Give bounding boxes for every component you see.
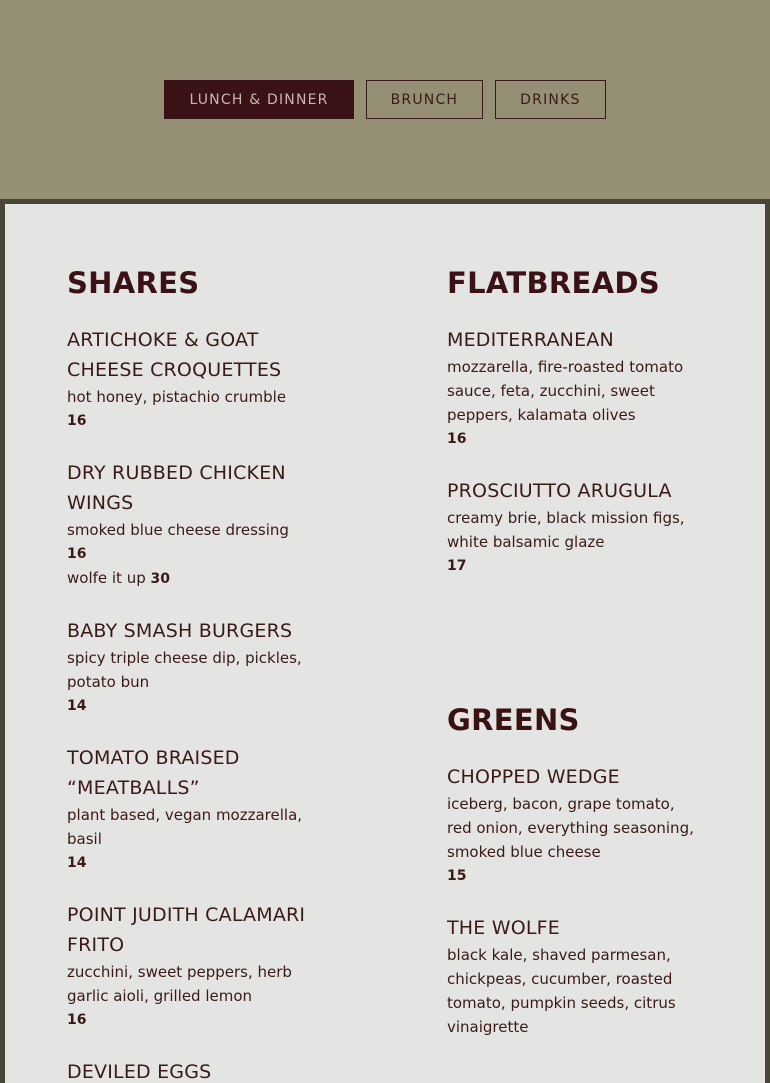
item-description: black kale, shaved parmesan, chickpeas, cucumber, roasted tomato, pumpkin seeds, citrus vinaigrette (447, 946, 676, 1036)
item-description: smoked blue cheese dressing (67, 521, 289, 539)
item-price: 14 (67, 698, 87, 714)
menu-item (447, 762, 697, 888)
item-price: 16 (67, 546, 87, 562)
item-price: 16 (67, 1012, 87, 1028)
item-description: zucchini, sweet peppers, herb garlic aioli, grilled lemon (67, 963, 292, 1005)
item-description: hot honey, pistachio crumble (67, 388, 287, 406)
item-price: 16 (447, 431, 467, 447)
section-title-greens: GREENS (447, 703, 580, 737)
item-description: spicy triple cheese dip, pickles, potato bun (67, 649, 302, 691)
item-name: PROSCIUTTO ARUGULA (447, 480, 672, 502)
menu-item (447, 913, 697, 1039)
item-upgrade (67, 566, 317, 591)
item-name: DEVILED EGGS (67, 1061, 212, 1083)
item-price: 15 (447, 868, 467, 884)
item-description: plant based, vegan mozzarella, basil (67, 806, 303, 848)
section-title-shares: SHARES (67, 266, 200, 300)
item-description: mozzarella, fire-roasted tomato sauce, feta, zucchini, sweet peppers, kalamata olives (447, 358, 684, 424)
item-name: THE WOLFE (447, 917, 560, 939)
menu-tabs (0, 80, 770, 119)
item-description: iceberg, bacon, grape tomato, red onion, everything seasoning, smoked blue cheese (447, 795, 694, 861)
menu-item (447, 476, 697, 578)
item-name: CHOPPED WEDGE (447, 766, 620, 788)
item-price: 16 (67, 413, 87, 429)
section-title-flatbreads: FLATBREADS (447, 266, 660, 300)
item-name: MEDITERRANEAN (447, 329, 614, 351)
tab-lunch-dinner[interactable]: LUNCH & DINNER (164, 80, 353, 119)
item-description: creamy brie, black mission figs, white balsamic glaze (447, 509, 685, 551)
item-price: 17 (447, 558, 467, 574)
menu-item (67, 743, 317, 875)
upgrade-price: 30 (150, 571, 171, 587)
item-name: TOMATO BRAISED “MEATBALLS” (67, 747, 240, 799)
tab-drinks[interactable]: DRINKS (495, 80, 605, 119)
item-name: POINT JUDITH CALAMARI FRITO (67, 904, 306, 956)
menu-item (67, 900, 317, 1032)
item-name: BABY SMASH BURGERS (67, 620, 293, 642)
right-column (447, 267, 697, 1064)
item-name: DRY RUBBED CHICKEN WINGS (67, 462, 286, 514)
shares-column (67, 267, 317, 1083)
menu-item (67, 325, 317, 433)
item-price: 14 (67, 855, 87, 871)
item-name: ARTICHOKE & GOAT CHEESE CROQUETTES (67, 329, 282, 381)
tab-brunch[interactable]: BRUNCH (366, 80, 484, 119)
menu-item (67, 616, 317, 718)
upgrade-label: wolfe it up (67, 569, 146, 587)
menu-item (67, 458, 317, 591)
menu-item (447, 325, 697, 451)
menu-item (67, 1057, 317, 1083)
menu-panel (5, 204, 765, 1083)
